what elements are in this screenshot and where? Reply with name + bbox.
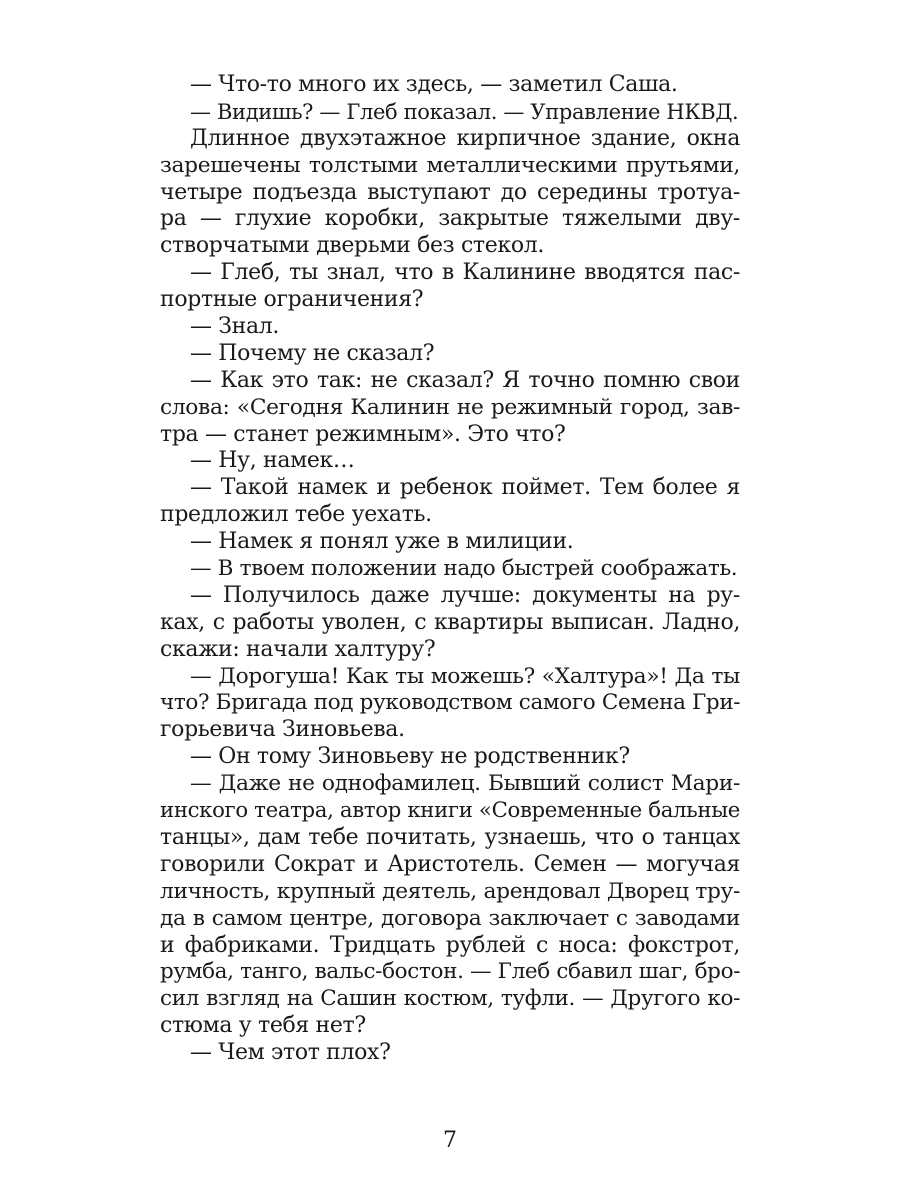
text-line-dialogue: портные ограничения? (160, 287, 424, 313)
text-line-dialogue: — Ну, намек… (190, 448, 355, 474)
text-line-dialogue: — Даже не однофамилец. Бывший солист Мари- (190, 771, 740, 797)
text-line-narration: ра — глухие коробки, закрытые тяжелыми дву- (160, 206, 740, 232)
text-line-dialogue: — Глеб, ты знал, что в Калинине вводятся пас- (190, 260, 740, 286)
text-line-dialogue: личность, крупный деятель, арендовал Дворец тру- (160, 878, 740, 904)
text-line-dialogue: скажи: начали халтуру? (160, 636, 436, 662)
text-line-dialogue: — Как это так: не сказал? Я точно помню свои (190, 367, 740, 393)
text-line-dialogue: горьевича Зиновьева. (160, 717, 405, 743)
text-line-dialogue: танцы», дам тебе почитать, узнаешь, что о танцах (160, 824, 740, 850)
text-line-dialogue: — Видишь? — Глеб показал. — Управление НКВД. (190, 99, 739, 124)
text-line-dialogue: — Чем этот плох? (190, 1040, 391, 1066)
text-line-narration: зарешечены толстыми металлическими прутьями, (160, 152, 740, 178)
book-page-text (160, 72, 740, 1067)
text-line-dialogue: стюма у тебя нет? (160, 1013, 366, 1039)
text-line-dialogue: тра — станет режимным». Это что? (160, 421, 566, 447)
page-number: 7 (443, 1128, 457, 1153)
text-line-dialogue: — Такой намек и ребенок поймет. Тем более я (190, 475, 740, 501)
text-line-dialogue: да в самом центре, договора заключает с заводами (160, 905, 740, 931)
text-line-dialogue: сил взгляд на Сашин костюм, туфли. — Другого ко- (160, 986, 740, 1012)
text-line-narration: Длинное двухэтажное кирпичное здание, окна (190, 125, 740, 151)
text-line-narration: четыре подъезда выступают до середины тротуа- (160, 179, 740, 205)
text-line-dialogue: и фабриками. Тридцать рублей с носа: фокстрот, (160, 932, 740, 958)
text-line-dialogue: — Получилось даже лучше: документы на ру- (190, 582, 740, 608)
text-line-narration: створчатыми дверьми без стекол. (160, 233, 544, 259)
text-line-dialogue: что? Бригада под руководством самого Семена Гри- (160, 690, 741, 716)
text-line-dialogue: — Он тому Зиновьеву не родственник? (190, 744, 630, 770)
text-line-dialogue: — В твоем положении надо быстрей соображать. (190, 556, 738, 582)
text-line-dialogue: — Что-то много их здесь, — заметил Саша. (190, 72, 678, 97)
text-line-dialogue: — Намек я понял уже в милиции. (190, 529, 574, 555)
text-line-dialogue: говорили Сократ и Аристотель. Семен — могучая (160, 851, 740, 877)
text-line-dialogue: — Почему не сказал? (190, 340, 435, 366)
text-line-dialogue: инского театра, автор книги «Современные бальные (160, 798, 740, 824)
text-line-dialogue: слова: «Сегодня Калинин не режимный город, зав- (160, 394, 740, 420)
text-line-dialogue: ках, с работы уволен, с квартиры выписан. Ладно, (160, 609, 740, 635)
text-line-dialogue: предложил тебе уехать. (160, 502, 432, 528)
text-line-dialogue: — Дорогуша! Как ты можешь? «Халтура»! Да ты (190, 663, 740, 689)
text-line-dialogue: румба, танго, вальс-бостон. — Глеб сбавил шаг, бро- (160, 959, 741, 985)
text-line-dialogue: — Знал. (190, 314, 279, 340)
